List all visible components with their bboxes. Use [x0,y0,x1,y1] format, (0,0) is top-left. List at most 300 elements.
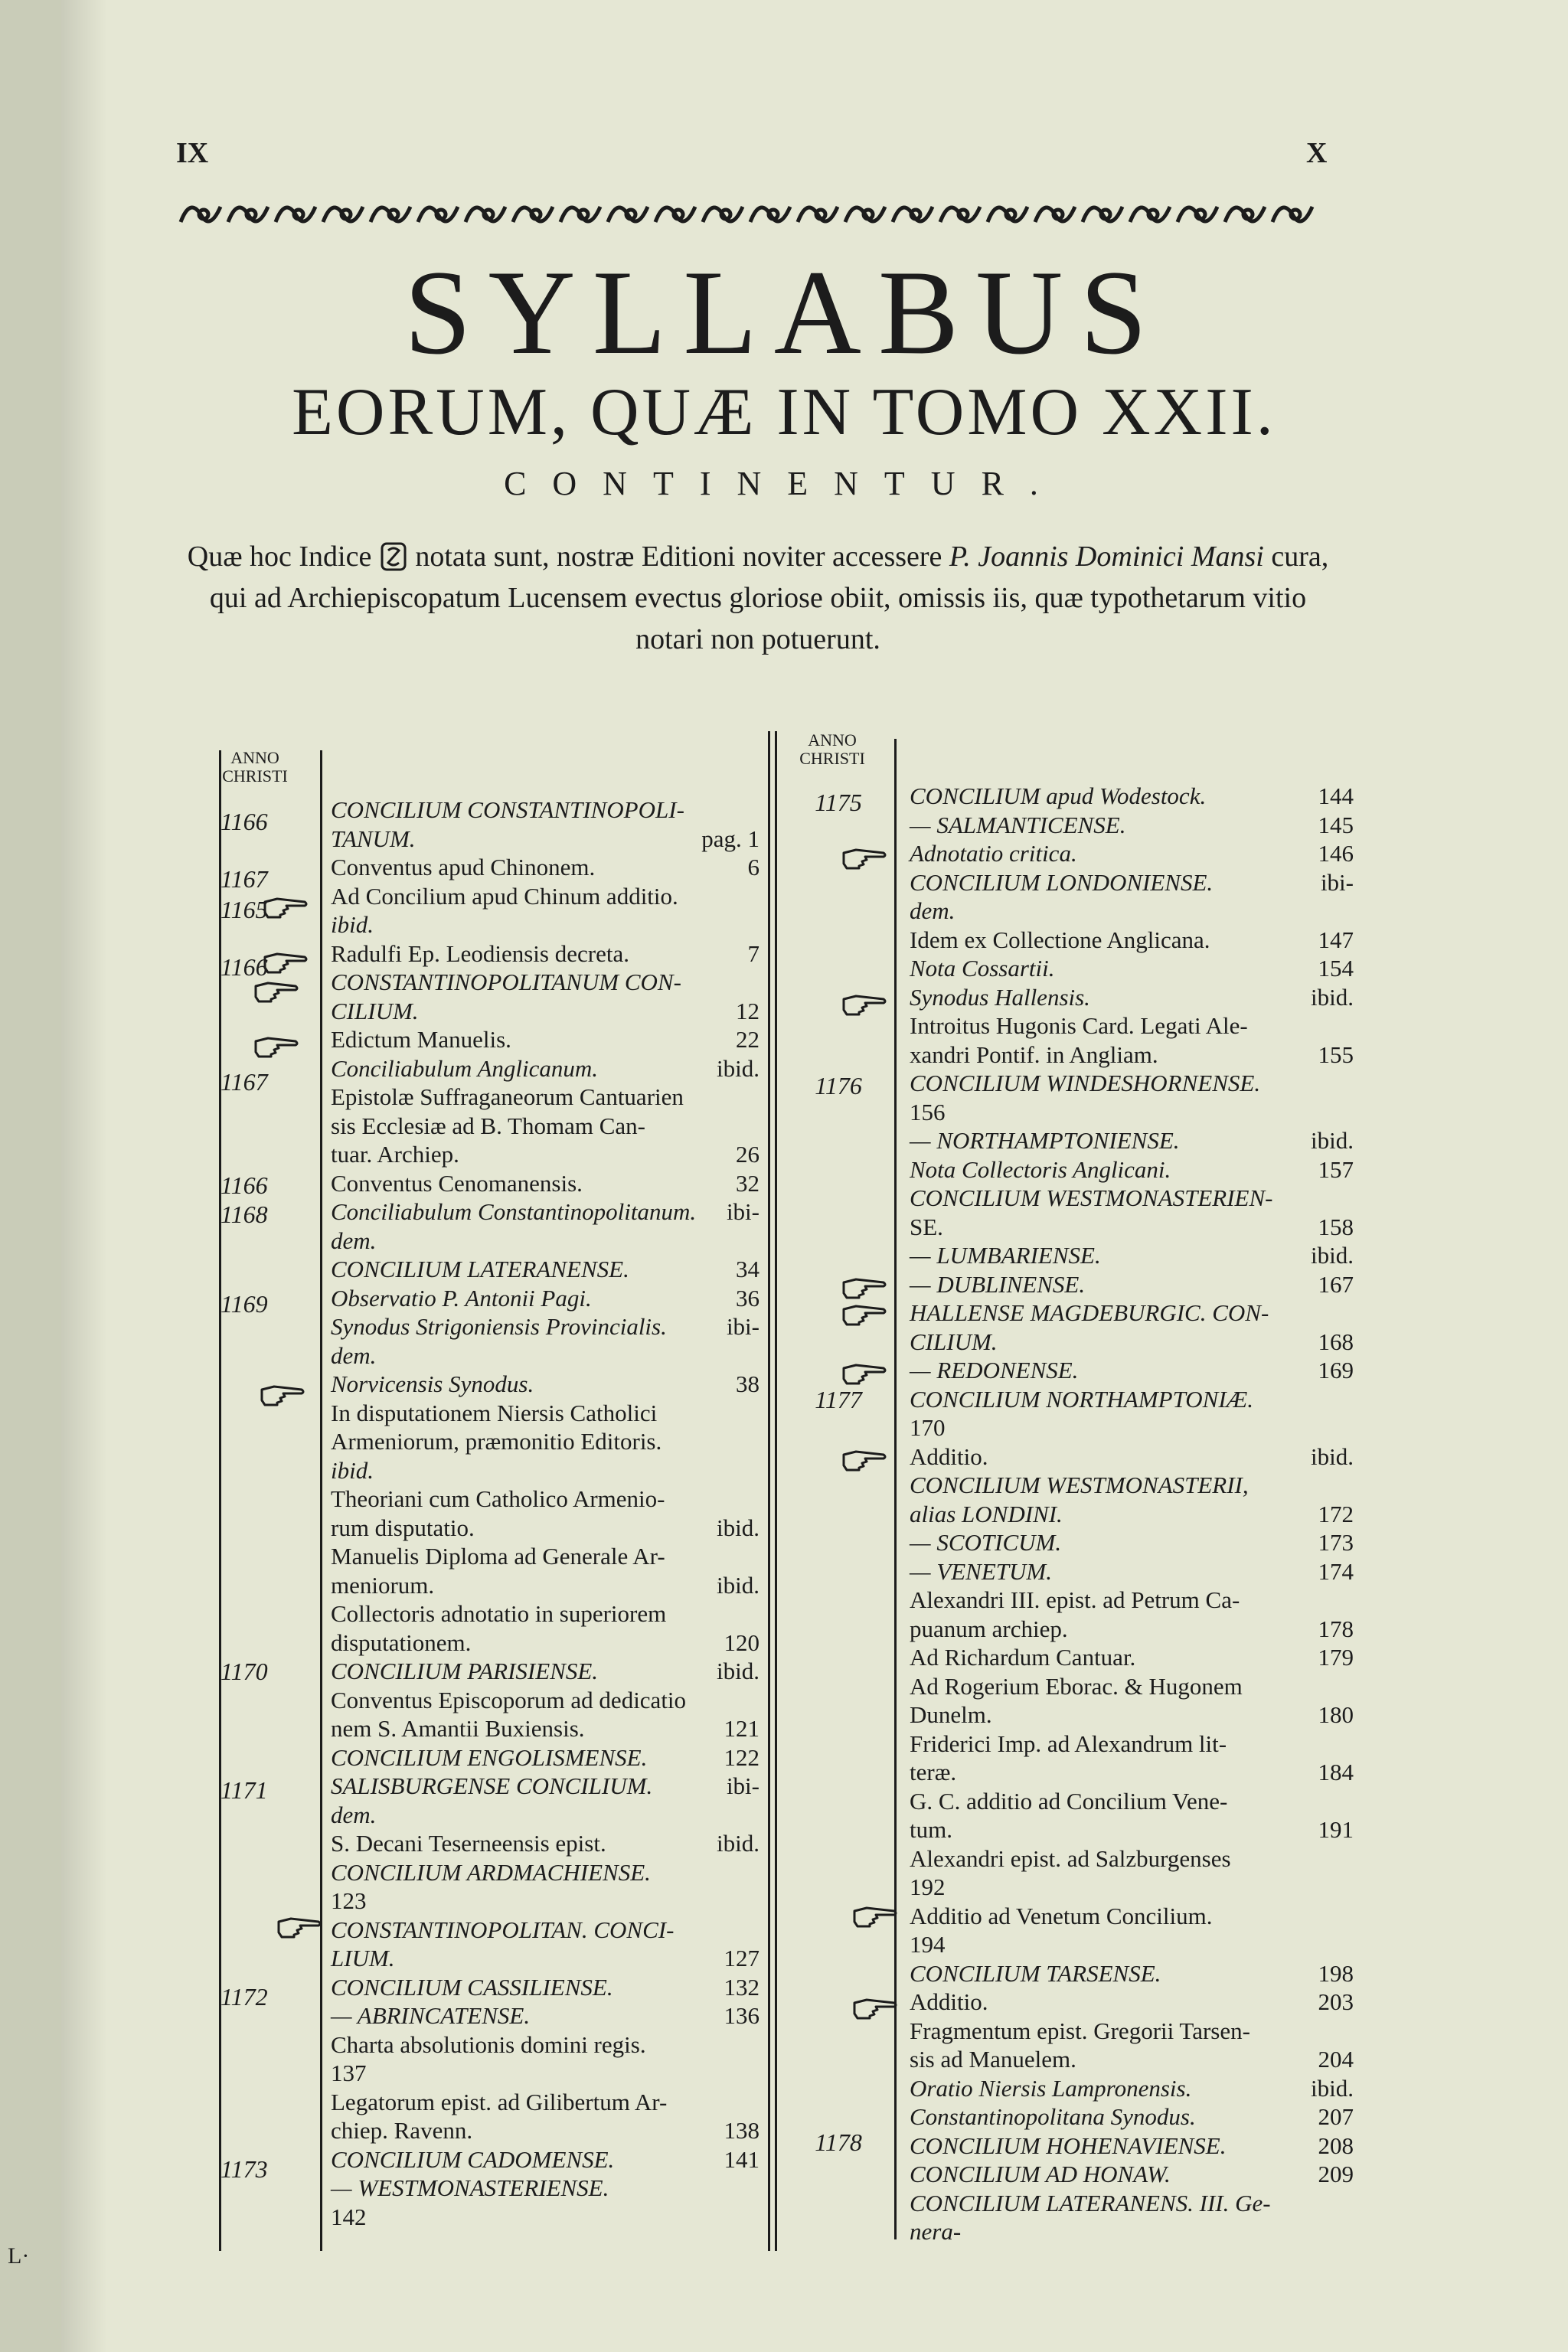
index-entry [331,1802,760,1829]
page-subtitle: EORUM, QUÆ IN TOMO XXII. [292,375,1276,449]
index-entry [910,984,1354,1011]
entry-title: Fragmentum epist. Gregorii Tarsen- [910,2017,1250,2044]
index-entry [910,1127,1354,1155]
index-entry [910,1644,1354,1671]
entry-title: CONCILIUM ENGOLISMENSE. [331,1743,648,1771]
entry-title: CONSTANTINOPOLITANUM CON- [331,969,681,995]
index-entry [910,1041,1354,1069]
entry-title: CONCILIUM LONDONIENSE. [910,868,1214,896]
entry-title: teræ. [910,1759,957,1785]
entry-title: Synodus Hallensis. [910,983,1090,1011]
entry-title: Alexandri III. epist. ad Petrum Ca- [910,1586,1240,1613]
index-entry [331,1772,760,1800]
entry-title: xandri Pontif. in Angliam. [910,1040,1158,1068]
index-entry [910,1242,1354,1269]
index-entry [331,2146,760,2174]
entry-title: ibid. [331,1456,374,1484]
index-entry [910,1615,1354,1643]
index-entry [331,998,760,1025]
pointing-hand-icon [841,1447,887,1473]
index-entry [331,1485,760,1513]
index-entry [910,1012,1354,1040]
entry-page: 169 [1318,1357,1354,1383]
index-entry [331,1141,760,1168]
entry-title: SE. [910,1213,943,1240]
index-entry [331,1658,760,1685]
center-rule-b [775,731,777,2251]
entry-title: CONCILIUM CONSTANTINOPOLI- [331,796,684,823]
year-label: 1168 [220,1200,268,1228]
year-label: 1166 [220,953,268,981]
entry-title: Armeniorum, præmonitio Editoris. [331,1428,662,1455]
entry-title: Idem ex Collectione Anglicana. [910,926,1210,953]
index-entry [331,1744,760,1772]
entry-title: CONCILIUM WESTMONASTERIEN- [910,1184,1273,1211]
entry-page: ibi- [726,1772,760,1799]
index-entry [331,1916,760,1944]
page-number-left: IX [176,137,209,169]
entry-title: Observatio P. Antonii Pagi. [331,1284,592,1312]
entry-page: ibid. [1311,1442,1354,1470]
entry-title: Legatorum epist. ad Gilibertum Ar- [331,2088,668,2115]
entry-page: 209 [1318,2161,1354,2187]
index-entry [331,2089,760,2116]
index-entry [910,1357,1354,1384]
entry-title: CONCILIUM apud Wodestock. [910,782,1207,809]
index-entry [331,1514,760,1542]
index-entry [331,2031,760,2059]
entry-page: 141 [724,2145,760,2173]
index-entry [910,1214,1354,1241]
entry-title: — DUBLINENSE. [910,1270,1086,1298]
entry-page: ibid. [1311,1127,1354,1154]
index-entry [331,1715,760,1743]
index-entry [331,1170,760,1197]
index-entry [331,1572,760,1599]
entry-title: CONCILIUM ARDMACHIENSE. [331,1858,651,1886]
index-entry [331,2060,760,2087]
entry-title: Ad Richardum Cantuar. [910,1644,1136,1671]
entry-page: 184 [1318,1759,1354,1785]
index-entry [331,1457,760,1485]
index-entry [910,1501,1354,1528]
index-entry [331,1342,760,1370]
entry-page: 178 [1318,1615,1354,1642]
entry-title: G. C. additio ad Concilium Vene- [910,1787,1228,1815]
index-entry [331,1945,760,1972]
pointing-hand-icon [851,1903,897,1929]
index-entry [331,2203,760,2231]
entry-page: 145 [1318,811,1354,838]
index-entry [331,1400,760,1427]
index-entry [910,2190,1354,2217]
entry-title: tuar. Archiep. [331,1141,459,1168]
index-entry [331,1313,760,1341]
entry-title: meniorum. [331,1571,435,1599]
entry-page: 132 [724,1973,760,2001]
page-title: SYLLABUS [403,246,1165,380]
year-label: 1176 [815,1072,862,1099]
index-entry [331,1083,760,1111]
entry-title: CILIUM. [331,997,419,1024]
entry-title: Edictum Manuelis. [331,1026,511,1053]
entry-title: sis ad Manuelem. [910,2046,1076,2073]
index-entry [331,911,760,939]
index-entry [910,2046,1354,2073]
year-label: 1167 [220,865,268,893]
entry-page: 168 [1318,1328,1354,1355]
entry-title: — REDONENSE. [910,1357,1079,1383]
index-entry [910,1529,1354,1557]
center-rule-a [768,731,770,2251]
index-entry [910,1701,1354,1729]
pointing-hand-icon [276,1914,322,1940]
year-label: 1175 [815,789,862,816]
entry-page: 198 [1318,1959,1354,1987]
index-entry [331,796,760,824]
index-entry [910,1816,1354,1844]
entry-title: Friderici Imp. ad Alexandrum lit- [910,1730,1227,1757]
entry-page: 6 [747,854,760,880]
pointing-hand-icon [259,1382,305,1408]
entry-title: CONCILIUM LATERANENSE. [331,1256,629,1282]
entry-title: Ad Rogerium Eborac. & Hugonem [910,1672,1243,1700]
entry-title: tum. [910,1816,952,1843]
decorative-ornament-band [175,191,1323,237]
entry-page: 146 [1318,840,1354,867]
entry-page: 167 [1318,1270,1354,1298]
index-entry [331,2117,760,2145]
index-entry [910,2161,1354,2188]
entry-title: Dunelm. [910,1701,992,1728]
entry-page: 122 [724,1743,760,1771]
index-entry [910,1873,1354,1901]
entry-title: Additio ad Venetum Concilium. [910,1902,1213,1929]
index-entry [331,940,760,968]
index-entry [331,1026,760,1054]
entry-page: 179 [1318,1644,1354,1671]
right-column-header: ANNO CHRISTI [799,730,865,768]
entry-title: Epistolæ Suffraganeorum Cantuarien [331,1083,684,1110]
entry-page: ibid. [717,1658,760,1684]
entry-title: CONSTANTINOPOLITAN. CONCI- [331,1916,675,1943]
entry-page: 12 [736,997,760,1024]
index-entry [910,2103,1354,2131]
entry-title: alias LONDINI. [910,1500,1063,1527]
entry-title: rum disputatio. [331,1514,475,1541]
entry-page: 38 [736,1370,760,1397]
index-mark-icon [379,541,408,572]
index-entry [910,1558,1354,1586]
entry-title: — VENETUM. [910,1557,1052,1585]
index-entry [910,926,1354,954]
entry-page: ibid. [717,1571,760,1599]
year-label: 1169 [220,1290,268,1318]
entry-title: nem S. Amantii Buxiensis. [331,1715,585,1742]
index-entry [910,1414,1354,1442]
index-entry [331,1830,760,1857]
pointing-hand-icon [841,991,887,1018]
index-entry [331,1285,760,1312]
entry-title: — NORTHAMPTONIENSE. [910,1127,1180,1154]
entry-page: 32 [736,1169,760,1197]
entry-page: 138 [724,2117,760,2144]
index-entry [331,1428,760,1455]
pointing-hand-icon [841,1302,887,1328]
entry-title: Norvicensis Synodus. [331,1370,534,1397]
entry-title: dem. [331,1341,377,1369]
entry-page: 136 [724,2002,760,2029]
entry-page: 155 [1318,1040,1354,1068]
entry-page: ibi- [726,1198,760,1225]
entry-page: ibid. [1311,983,1354,1011]
index-entry [910,1586,1354,1614]
entry-page: 127 [724,1945,760,1971]
year-label: 1173 [220,2155,268,2183]
entry-title: Nota Cossartii. [910,955,1055,982]
entry-title: nera- [910,2218,962,2245]
entry-title: Conciliabulum Anglicanum. [331,1054,599,1082]
entry-title: Additio. [910,1988,988,2015]
entry-page: 147 [1318,926,1354,953]
pointing-hand-icon [262,894,308,920]
entry-title: CONCILIUM HOHENAVIENSE. [910,2132,1227,2159]
entry-page: ibid. [1311,2074,1354,2102]
index-entry [331,1370,760,1398]
entry-title: S. Decani Teserneensis epist. [331,1830,606,1857]
entry-page: 34 [736,1256,760,1282]
facing-page-fragment: L· [8,2243,30,2269]
entry-title: Conventus Episcoporum ad dedicatio [331,1686,687,1713]
index-entry [331,1227,760,1255]
index-entry [331,883,760,910]
entry-title: sis Ecclesiæ ad B. Thomam Can- [331,1112,645,1139]
index-entry [910,2075,1354,2102]
index-entry [910,812,1354,839]
index-entry [331,1055,760,1083]
year-label: 1172 [220,1983,268,2011]
entry-title: Oratio Niersis Lampronensis. [910,2074,1192,2102]
entry-title: 137 [331,2060,367,2086]
pointing-hand-icon [262,949,308,975]
index-entry [910,897,1354,925]
entry-title: — LUMBARIENSE. [910,1242,1101,1269]
entry-page: 207 [1318,2103,1354,2130]
index-entry [910,1386,1354,1413]
year-label: 1166 [220,1171,268,1199]
intro-part-a: Quæ hoc Indice [187,541,372,573]
year-label: 1177 [815,1386,862,1413]
index-entry [910,869,1354,897]
intro-part-d: cura, qui ad Archiepiscopatum Lucensem evectus [209,541,1329,614]
entry-title: Collectoris adnotatio in superiorem [331,1600,667,1627]
index-entry [331,854,760,881]
entry-title: 123 [331,1887,367,1914]
entry-title: chiep. Ravenn. [331,2117,473,2144]
entry-page: 191 [1318,1816,1354,1843]
index-entry [910,1988,1354,2016]
entry-page: 208 [1318,2132,1354,2159]
index-entry [331,2174,760,2202]
index-entry [910,1271,1354,1298]
index-entry [331,825,760,853]
page-subtitle-continentur: CONTINENTUR. [504,465,1064,502]
year-label: 1171 [220,1776,268,1804]
entry-title: Radulfi Ep. Leodiensis decreta. [331,939,629,967]
index-entry [331,1629,760,1657]
entry-title: Charta absolutionis domini regis. [331,2030,646,2058]
entry-title: In disputationem Niersis Catholici [331,1399,658,1426]
index-entry [910,1472,1354,1499]
pointing-hand-icon [253,978,299,1004]
entry-title: Ad Concilium apud Chinum additio. [331,882,678,910]
entry-title: — WESTMONASTERIENSE. [331,2174,609,2201]
entry-title: SALISBURGENSE CONCILIUM. [331,1772,653,1799]
entry-title: Theoriani cum Catholico Armenio- [331,1485,665,1512]
entry-page: 120 [724,1628,760,1656]
entry-title: Conventus apud Chinonem. [331,854,596,880]
index-entry [910,840,1354,867]
entry-title: CONCILIUM NORTHAMPTONIÆ. [910,1385,1253,1413]
index-entry [910,1673,1354,1700]
index-entry [910,2132,1354,2160]
entry-page: ibid. [717,1830,760,1857]
entry-title: puanum archiep. [910,1615,1068,1642]
entry-title: CONCILIUM TARSENSE. [910,1959,1161,1987]
index-entry [910,1759,1354,1786]
entry-title: ibid. [331,911,374,938]
left-entries-rule [320,750,322,2251]
index-entry [910,1730,1354,1758]
entry-page: 204 [1318,2046,1354,2073]
index-entry [910,1845,1354,1873]
entry-page: 172 [1318,1500,1354,1527]
entry-title: Conventus Cenomanensis. [331,1169,583,1197]
index-entry [910,782,1354,810]
entry-title: Manuelis Diploma ad Generale Ar- [331,1543,665,1570]
left-column-header: ANNO CHRISTI [222,748,288,786]
index-entry [910,1184,1354,1212]
pointing-hand-icon [851,1995,897,2021]
entry-title: CONCILIUM CASSILIENSE. [331,1973,613,2001]
index-entry [910,1099,1354,1126]
entry-page: pag. 1 [701,825,760,852]
year-label: 1165 [220,896,268,923]
entry-title: Adnotatio critica. [910,840,1077,867]
index-entry [331,969,760,996]
index-entry [331,1859,760,1886]
intro-part-e: gloriose obiit, omissis iis, quæ typothetarum vitio notari non potuerunt. [635,582,1307,655]
year-label: 1167 [220,1068,268,1096]
entry-title: CONCILIUM WESTMONASTERII, [910,1472,1249,1498]
index-entry [910,1328,1354,1356]
index-entry [910,955,1354,982]
entry-title: — SCOTICUM. [910,1529,1062,1556]
year-label: 1178 [815,2128,862,2156]
entry-title: CONCILIUM AD HONAW. [910,2161,1171,2187]
entry-title: Nota Collectoris Anglicani. [910,1155,1171,1183]
intro-part-b: notata sunt, nostræ Editioni noviter accessere [415,541,942,573]
entry-page: 174 [1318,1557,1354,1585]
entry-title: — ABRINCATENSE. [331,2002,531,2029]
entry-title: — SALMANTICENSE. [910,811,1126,838]
index-entry [910,1070,1354,1097]
page-number-right: X [1306,137,1328,169]
index-entry [910,1299,1354,1327]
index-entry [331,1687,760,1714]
index-entry [331,1974,760,2001]
entry-title: CONCILIUM PARISIENSE. [331,1658,599,1684]
entry-page: 144 [1318,782,1354,809]
year-label: 1166 [220,808,268,835]
intro-paragraph [176,536,1340,660]
entry-page: 154 [1318,955,1354,982]
entry-title: dem. [331,1801,377,1828]
index-entry [910,1960,1354,1988]
pointing-hand-icon [841,1275,887,1301]
entry-title: CONCILIUM WINDESHORNENSE. [910,1070,1261,1096]
entry-page: ibid. [717,1054,760,1082]
entry-title: 192 [910,1873,946,1900]
entry-title: Alexandri epist. ad Salzburgenses [910,1844,1231,1872]
index-entry [910,1443,1354,1471]
entry-page: ibid. [717,1514,760,1541]
pointing-hand-icon [841,1361,887,1387]
entry-page: 173 [1318,1529,1354,1556]
index-entry [331,1887,760,1915]
intro-author-name: P. Joannis Dominici Mansi [949,541,1264,573]
entry-title: LIUM. [331,1945,395,1971]
entry-page: ibi- [726,1313,760,1340]
entry-page: 203 [1318,1988,1354,2015]
index-entry [910,2218,1354,2246]
index-entry [910,1931,1354,1958]
index-entry [331,1600,760,1628]
entry-page: 36 [736,1284,760,1312]
pointing-hand-icon [841,845,887,871]
entry-title: 142 [331,2203,367,2230]
entry-title: disputationem. [331,1628,472,1656]
entry-title: TANUM. [331,825,416,852]
entry-page: 180 [1318,1701,1354,1728]
entry-title: dem. [331,1227,377,1254]
entry-title: Conciliabulum Constantinopolitanum. [331,1198,697,1225]
entry-page: ibi- [1320,868,1354,896]
entry-page: ibid. [1311,1242,1354,1269]
entry-title: 170 [910,1414,946,1441]
entry-title: Synodus Strigoniensis Provincialis. [331,1313,667,1340]
entry-title: CILIUM. [910,1328,998,1355]
entry-page: 121 [724,1715,760,1742]
entry-page: 157 [1318,1155,1354,1183]
index-entry [910,1156,1354,1184]
entry-page: 22 [736,1026,760,1053]
entry-page: 26 [736,1141,760,1168]
entry-title: Additio. [910,1442,988,1470]
entry-page: 158 [1318,1213,1354,1240]
entry-title: CONCILIUM CADOMENSE. [331,2145,615,2173]
entry-title: Introitus Hugonis Card. Legati Ale- [910,1012,1248,1039]
entry-title: dem. [910,897,956,924]
year-label: 1170 [220,1658,268,1685]
index-entry [910,2017,1354,2045]
pointing-hand-icon [253,1034,299,1060]
entry-page: 7 [747,939,760,967]
entry-title: CONCILIUM LATERANENS. III. Ge- [910,2189,1271,2216]
index-entry [331,2002,760,2030]
index-entry [331,1112,760,1140]
index-entry [331,1256,760,1283]
